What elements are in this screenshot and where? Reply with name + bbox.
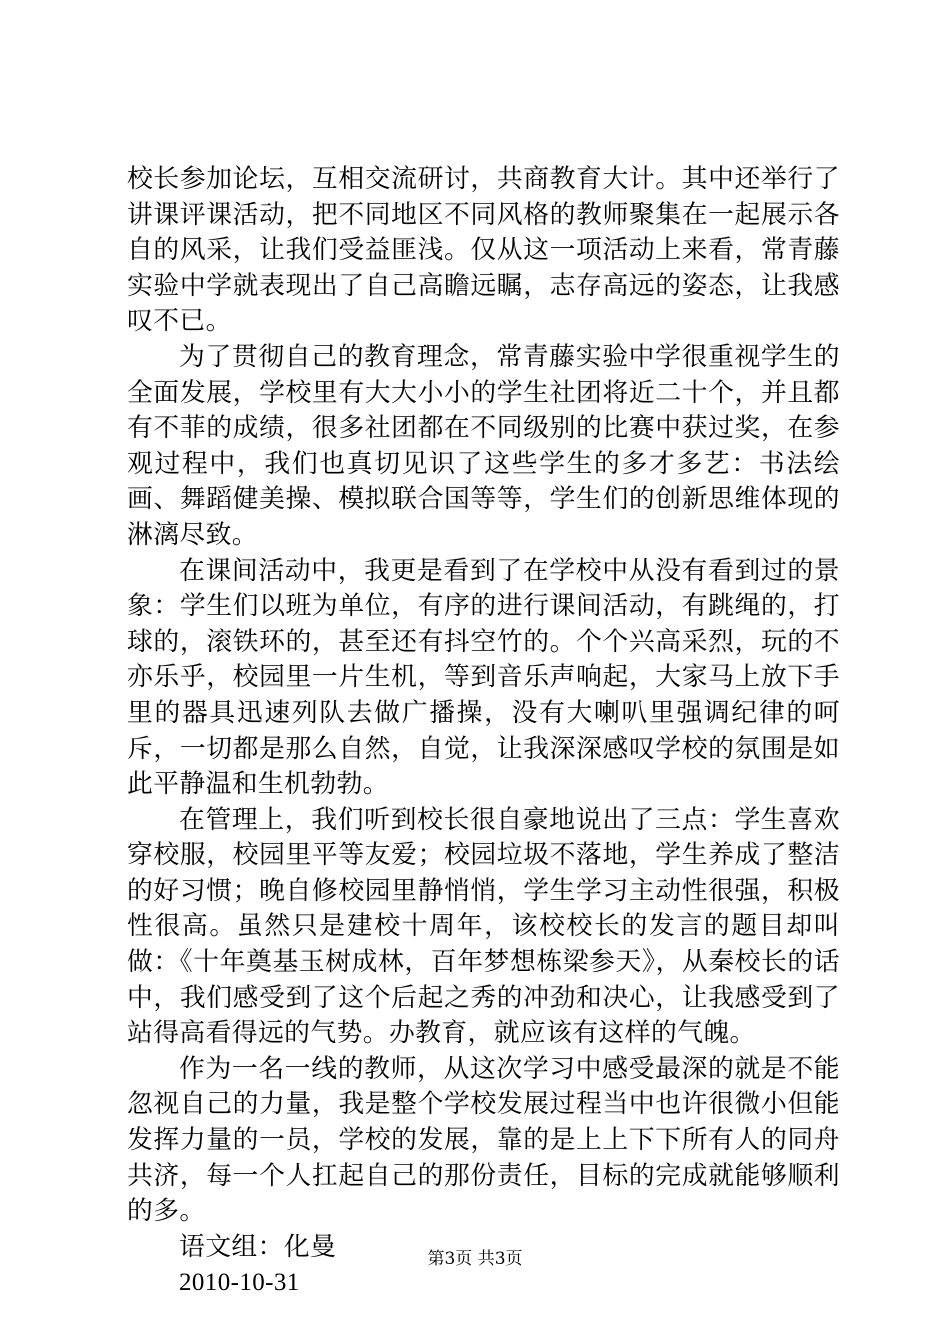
date: 2010-10-31 (179, 1269, 300, 1297)
paragraph: 校长参加论坛，互相交流研讨，共商教育大计。其中还举行了讲课评课活动，把不同地区不同风格的教师聚集在一起展示各自的风采，让我们受益匪浅。仅从这一项活动上来看，常青藤实验中学就表现出了自己高瞻远瞩，志存高远的姿态，让我感叹不已。 (127, 164, 840, 337)
signature: 语文组：化曼 (179, 1231, 337, 1262)
paragraph: 在课间活动中，我更是看到了在学校中从没有看到过的景象：学生们以班为单位，有序的进行课间活动，有跳绳的，打球的，滚铁环的，甚至还有抖空竹的。个个兴高采烈，玩的不亦乐乎，校园里一片生机，等到音乐声响起，大家马上放下手里的器具迅速列队去做广播操，没有大喇叭里强调纪律的呵斥，一切都是那么自然，自觉，让我深深感叹学校的氛围是如此平静温和生机勃勃。 (127, 555, 840, 800)
paragraph: 为了贯彻自己的教育理念，常青藤实验中学很重视学生的全面发展，学校里有大大小小的学生社团将近二十个，并且都有不菲的成绩，很多社团都在不同级别的比赛中获过奖，在参观过程中，我们也真切见识了这些学生的多才多艺：书法绘画、舞蹈健美操、模拟联合国等等，学生们的创新思维体现的淋漓尽致。 (127, 341, 840, 550)
document-body (127, 162, 840, 1301)
page-footer: 第3页 共3页 (427, 1249, 523, 1269)
paragraph: 在管理上，我们听到校长很自豪地说出了三点：学生喜欢穿校服，校园里平等友爱；校园垃圾不落地，学生养成了整洁的好习惯；晚自修校园里静悄悄，学生学习主动性很强，积极性很高。虽然只是建校十周年，该校校长的发言的题目却叫做：《十年奠基玉树成林，百年梦想栋梁参天》，从秦校长的话中，我们感受到了这个后起之秀的冲劲和决心，让我感受到了站得高看得远的气势。办教育，就应该有这样的气魄。 (127, 804, 840, 1049)
paragraph: 作为一名一线的教师，从这次学习中感受最深的就是不能忽视自己的力量，我是整个学校发展过程当中也许很微小但能发挥力量的一员，学校的发展，靠的是上上下下所有人的同舟共济，每一个人扛起自己的那份责任，目标的完成就能够顺利的多。 (127, 1053, 840, 1227)
